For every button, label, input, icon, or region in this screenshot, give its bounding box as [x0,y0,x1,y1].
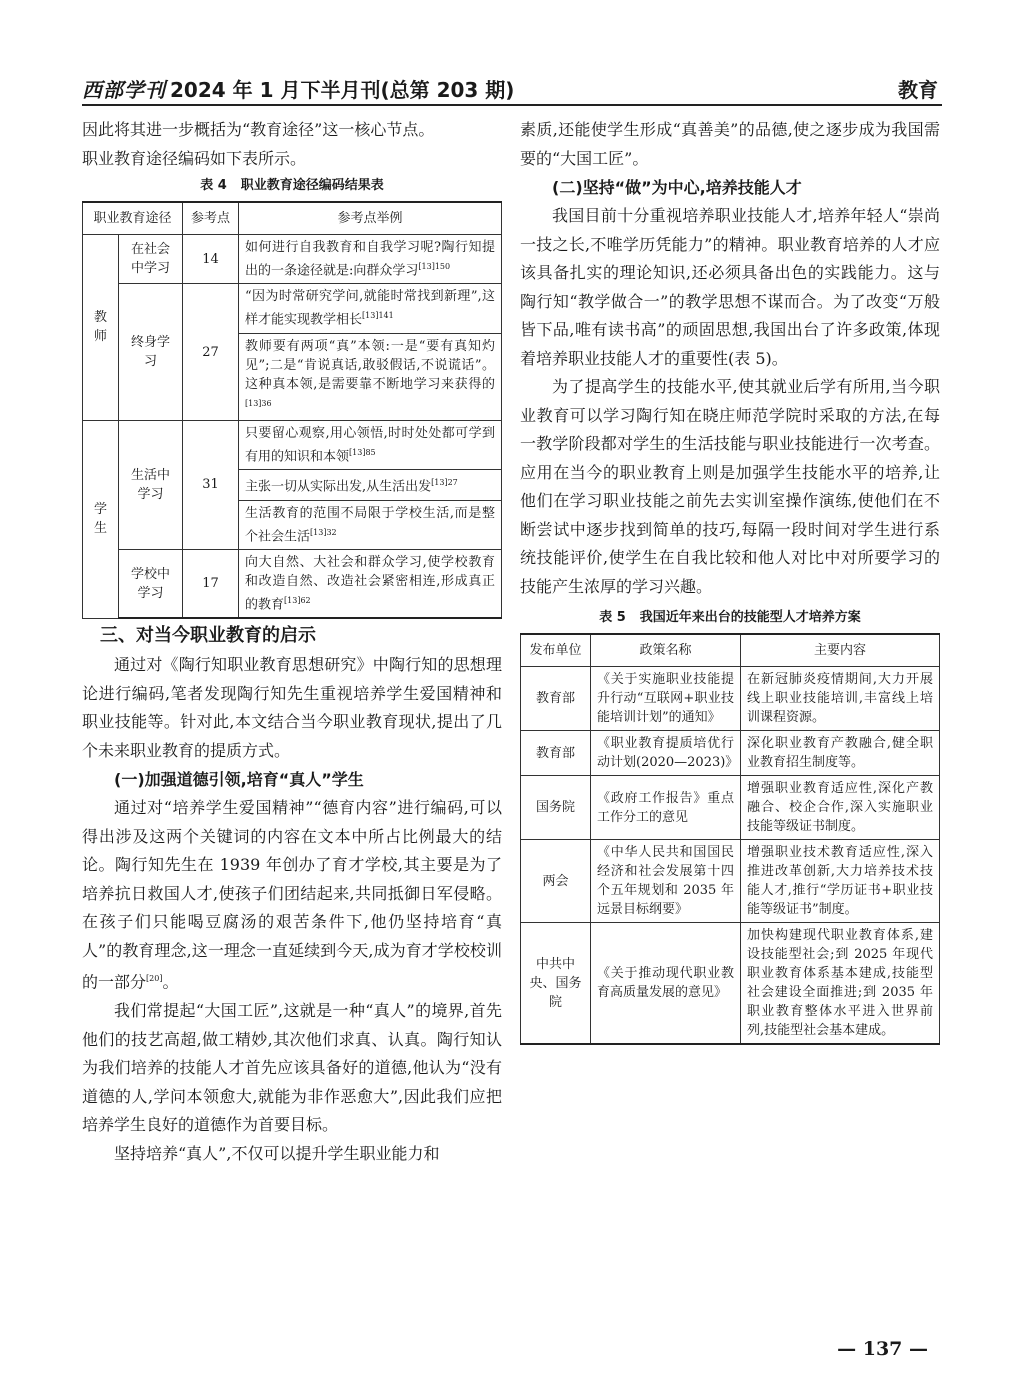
column-header: 政策名称 [591,634,741,667]
example-text: 主张一切从实际出发,从生活出发 [245,479,432,495]
column-header: 主要内容 [741,634,940,667]
unit-cell: 国务院 [521,776,591,840]
example-text: 生活教育的范围不局限于学校生活,而是整个社会生活 [245,505,495,544]
example-text: 向大自然、大社会和群众学习,使学校教育和改造自然、改造社会紧密相连,形成真正的教育 [245,554,495,613]
count-cell: 31 [183,420,239,549]
citation: [13]27 [431,478,458,488]
section-heading: 三、对当今职业教育的启示 [100,625,316,647]
journal-masthead [82,74,514,103]
table-row [521,840,940,923]
content-cell: 增强职业技术教育适应性,深入推进改革创新,大力培养技术技能人才,推行“学历证书+职业技能等级证书”制度。 [741,840,940,923]
table-header-row [83,202,502,235]
content-cell: 增强职业教育适应性,深化产教融合、校企合作,深入实施职业技能等级证书制度。 [741,776,940,840]
example-text: “因为时常研究学问,就能时常找到新理”,这样才能实现教学相长 [245,289,495,328]
table-row [83,549,502,618]
group-cell: 教师 [83,235,119,421]
table4-number: 表 4 [200,178,227,193]
citation: [13]85 [349,447,376,457]
issue-info: 2024 年 1 月下半月刊(总第 203 期) [170,78,515,102]
count-cell: 14 [183,235,239,284]
column-header: 发布单位 [521,634,591,667]
paragraph [82,794,502,997]
example-cell [239,333,502,420]
example-text: 只要留心观察,用心领悟,时时处处都可学到有用的知识和本领 [245,425,495,465]
citation: [13]32 [310,527,337,537]
subsection-heading: (一)加强道德引领,培育“真人”学生 [114,770,364,790]
column-header: 职业教育途径 [83,202,183,235]
table5-caption [520,607,940,629]
sub-cell: 终身学习 [119,284,183,421]
citation: [13]36 [245,398,272,408]
unit-cell: 中共中央、国务院 [521,923,591,1045]
unit-cell: 教育部 [521,731,591,776]
policy-cell: 《关于实施职业技能提升行动“互联网+职业技能培训计划”的通知》 [591,667,741,731]
table-row [83,235,502,284]
policy-cell: 《政府工作报告》重点工作分工的意见 [591,776,741,840]
unit-cell: 教育部 [521,667,591,731]
page-number: — 137 — [837,1338,928,1360]
column-header: 参考点举例 [239,202,502,235]
example-cell [239,235,502,284]
citation: [13]62 [284,595,311,605]
citation: [20] [146,974,163,984]
paragraph: 职业教育途径编码如下表所示。 [82,148,307,168]
paragraph: 我国目前十分重视培养职业技能人才,培养年轻人“崇尚一技之长,不唯学历凭能力”的精神。职业教育培养的人才应该具备扎实的理论知识,还必须具备出色的实践能力。这与陶行知“教学做合一”的教学思想不谋而合。为了改变“万般皆下品,唯有读书高”的顽固思想,我国出台了许多政策,体现着培养职业技能人才的重要性(表 5)。 [520,206,940,368]
sub-cell: 生活中学习 [119,420,183,549]
example-text: 如何进行自我教育和自我学习呢?陶行知提出的一条途径就是:向群众学习 [245,240,495,279]
table4-title: 职业教育途径编码结果表 [240,178,384,193]
policy-cell: 《中华人民共和国国民经济和社会发展第十四个五年规划和 2035 年远景目标纲要》 [591,840,741,923]
count-cell: 17 [183,549,239,618]
table-row [83,284,502,333]
table-row [521,776,940,840]
example-cell [239,549,502,618]
table-header-row [521,634,940,667]
policy-cell: 《关于推动现代职业教育高质量发展的意见》 [591,923,741,1045]
count-cell: 27 [183,284,239,421]
paragraph: 因此将其进一步概括为“教育途径”这一核心节点。 [82,120,435,139]
table-row [521,731,940,776]
example-text: 教师要有两项“真”本领:一是“要有真知灼见”;二是“肯说真话,敢驳假话,不说谎话”。这种真本领,是需要靠不断地学习来获得的 [245,338,495,392]
paragraph: 通过对《陶行知职业教育思想研究》中陶行知的思想理论进行编码,笔者发现陶行知先生重视培养学生爱国精神和职业技能等。针对此,本文结合当今职业教育现状,提出了几个未来职业教育的提质方式。 [82,655,502,760]
sub-cell: 在社会中学习 [119,235,183,284]
example-cell [239,470,502,500]
paragraph-text: 通过对“培养学生爱国精神”“德育内容”进行编码,可以得出涉及这两个关键词的内容在文本中所占比例最大的结论。陶行知先生在 1939 年创办了育才学校,其主要是为了培养抗日救国人才,使孩子们团结起来,共同抵御日军侵略。在孩子们只能喝豆腐汤的艰苦条件下,他仍坚持培育“真人”的教育理念,这一理念一直延续到今天,成为育才学校校训的一部分 [82,798,502,992]
citation: [13]141 [362,311,394,321]
table4-caption [82,175,502,197]
content-cell: 加快构建现代职业教育体系,建设技能型社会;到 2025 年现代职业教育体系基本建成,技能型社会建设全面推进;到 2035 年职业教育整体水平进入世界前列,技能型社会基本建成。 [741,923,940,1045]
example-cell [239,420,502,469]
paragraph-text: 。 [162,972,179,992]
section-name: 教育 [898,78,938,102]
unit-cell: 两会 [521,840,591,923]
paragraph: 为了提高学生的技能水平,使其就业后学有所用,当今职业教育可以学习陶行知在晓庄师范学院时采取的方法,在每一教学阶段都对学生的生活技能与职业技能进行一次考查。应用在当今的职业教育上则是加强学生技能水平的培养,让他们在学习职业技能之前先去实训室操作演练,使他们在不断尝试中逐步找到简单的技巧,每隔一段时间对学生进行系统技能评价,使学生在自我比较和他人对比中对所要学习的技能产生浓厚的学习兴趣。 [520,377,940,596]
example-cell [239,284,502,333]
table5 [520,633,940,1045]
content-cell: 深化职业教育产教融合,健全职业教育招生制度等。 [741,731,940,776]
citation: [13]150 [418,262,451,271]
example-cell [239,500,502,549]
table4 [82,201,502,619]
column-header: 参考点 [183,202,239,235]
page-header [82,70,942,106]
table-row [521,923,940,1045]
table-row [521,667,940,731]
table5-number: 表 5 [599,610,626,625]
group-cell: 学生 [83,420,119,618]
sub-cell: 学校中学习 [119,549,183,618]
subsection-heading: (二)坚持“做”为中心,培养技能人才 [552,178,802,197]
journal-logo: 西部学刊 [82,78,166,102]
paragraph: 我们常提起“大国工匠”,这就是一种“真人”的境界,首先他们的技艺高超,做工精妙,其次他们求真、认真。陶行知认为我们培养的技能人才首先应该具备好的道德,他认为“没有道德的人,学问本领愈大,就能为非作恶愈大”,因此我们应把培养学生良好的道德作为首要目标。 [82,1001,502,1135]
table-row [83,420,502,469]
paragraph: 坚持培养“真人”,不仅可以提升学生职业能力和 [114,1143,440,1163]
left-column [82,116,502,1168]
table5-title: 我国近年来出台的技能型人才培养方案 [639,610,861,625]
paragraph: 素质,还能使学生形成“真善美”的品德,使之逐步成为我国需要的“大国工匠”。 [520,120,940,168]
content-cell: 在新冠肺炎疫情期间,大力开展线上职业技能培训,丰富线上培训课程资源。 [741,667,940,731]
policy-cell: 《职业教育提质培优行动计划(2020—2023)》 [591,731,741,776]
right-column [520,116,940,1045]
